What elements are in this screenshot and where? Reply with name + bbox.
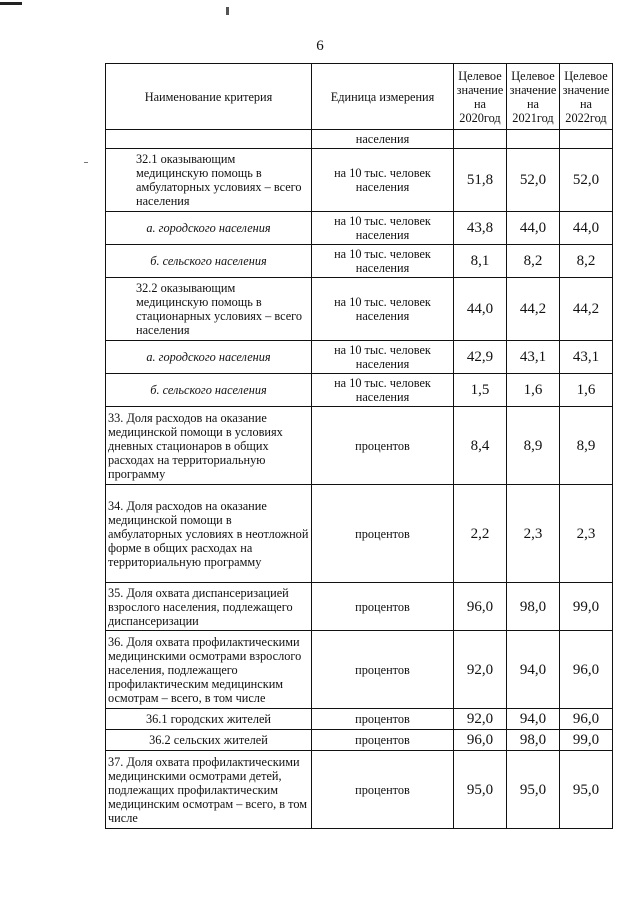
value-2020: 1,5 [454,374,507,407]
header-target-2020: Целевое значение на 2020год [454,64,507,130]
table-row [106,751,613,829]
table-row [106,730,613,751]
criteria-table [105,63,613,829]
value-2021: 98,0 [507,583,560,631]
value-2020: 44,0 [454,278,507,341]
criterion-name: 36.2 сельских жителей [106,730,312,751]
value-2021: 98,0 [507,730,560,751]
table-row [106,212,613,245]
table-row [106,374,613,407]
value-2021: 52,0 [507,149,560,212]
criterion-name: а. городского населения [106,341,312,374]
value-2021: 8,2 [507,245,560,278]
value-2022: 8,9 [560,407,613,485]
value-2022: 44,2 [560,278,613,341]
criterion-name: 32.2 оказывающим медицинскую помощь в стационарных условиях – всего населения [106,278,312,341]
table-row [106,149,613,212]
value-2021 [507,130,560,149]
unit-cell: процентов [312,407,454,485]
value-2021: 94,0 [507,709,560,730]
value-2020: 51,8 [454,149,507,212]
scan-artifact [226,7,229,15]
value-2020: 43,8 [454,212,507,245]
value-2020: 96,0 [454,583,507,631]
table-row [106,583,613,631]
scan-artifact [84,162,88,163]
criterion-name: 33. Доля расходов на оказание медицинской помощи в условиях дневных стационаров в общих расходах на территориальную программу [106,407,312,485]
value-2020: 92,0 [454,631,507,709]
table-row [106,407,613,485]
value-2020: 8,4 [454,407,507,485]
value-2022 [560,130,613,149]
table-row [106,631,613,709]
value-2020: 2,2 [454,485,507,583]
value-2021: 1,6 [507,374,560,407]
criterion-name: 37. Доля охвата профилактическими медицинскими осмотрами детей, подлежащих профилактическим медицинским осмотрам – всего, в том числе [106,751,312,829]
criterion-name: 35. Доля охвата диспансеризацией взрослого населения, подлежащего диспансеризации [106,583,312,631]
unit-cell: на 10 тыс. человек населения [312,341,454,374]
value-2022: 96,0 [560,631,613,709]
criterion-name: а. городского населения [106,212,312,245]
value-2022: 99,0 [560,583,613,631]
value-2022: 43,1 [560,341,613,374]
value-2020: 96,0 [454,730,507,751]
criterion-name [106,130,312,149]
table-row [106,709,613,730]
value-2022: 2,3 [560,485,613,583]
unit-cell: процентов [312,709,454,730]
criterion-name: б. сельского населения [106,374,312,407]
unit-cell: на 10 тыс. человек населения [312,245,454,278]
header-target-2022: Целевое значение на 2022год [560,64,613,130]
criterion-name: б. сельского населения [106,245,312,278]
value-2022: 99,0 [560,730,613,751]
header-target-2021: Целевое значение на 2021год [507,64,560,130]
value-2022: 95,0 [560,751,613,829]
value-2022: 52,0 [560,149,613,212]
value-2020: 95,0 [454,751,507,829]
scan-artifact [0,2,22,5]
value-2021: 8,9 [507,407,560,485]
unit-cell: населения [312,130,454,149]
criterion-name: 36.1 городских жителей [106,709,312,730]
value-2022: 8,2 [560,245,613,278]
criterion-name: 34. Доля расходов на оказание медицинской помощи в амбулаторных условиях в неотложной форме в общих расходах на территориальную программу [106,485,312,583]
criterion-name: 32.1 оказывающим медицинскую помощь в амбулаторных условиях – всего населения [106,149,312,212]
unit-cell: процентов [312,583,454,631]
value-2022: 44,0 [560,212,613,245]
value-2022: 1,6 [560,374,613,407]
unit-cell: на 10 тыс. человек населения [312,212,454,245]
value-2021: 43,1 [507,341,560,374]
value-2021: 94,0 [507,631,560,709]
table-row [106,130,613,149]
header-criterion-name: Наименование критерия [106,64,312,130]
unit-cell: процентов [312,730,454,751]
header-unit: Единица измерения [312,64,454,130]
value-2021: 44,0 [507,212,560,245]
table-row [106,485,613,583]
unit-cell: процентов [312,751,454,829]
value-2021: 95,0 [507,751,560,829]
value-2020 [454,130,507,149]
criterion-name: 36. Доля охвата профилактическими медицинскими осмотрами взрослого населения, подлежащего профилактическим медицинским осмотрам – всего, в том числе [106,631,312,709]
page-number: 6 [316,38,324,54]
value-2020: 8,1 [454,245,507,278]
unit-cell: процентов [312,631,454,709]
unit-cell: процентов [312,485,454,583]
value-2020: 42,9 [454,341,507,374]
value-2022: 96,0 [560,709,613,730]
table-row [106,341,613,374]
value-2021: 2,3 [507,485,560,583]
table-header-row [106,64,613,130]
table-row [106,278,613,341]
unit-cell: на 10 тыс. человек населения [312,149,454,212]
value-2021: 44,2 [507,278,560,341]
unit-cell: на 10 тыс. человек населения [312,374,454,407]
unit-cell: на 10 тыс. человек населения [312,278,454,341]
value-2020: 92,0 [454,709,507,730]
table-row [106,245,613,278]
